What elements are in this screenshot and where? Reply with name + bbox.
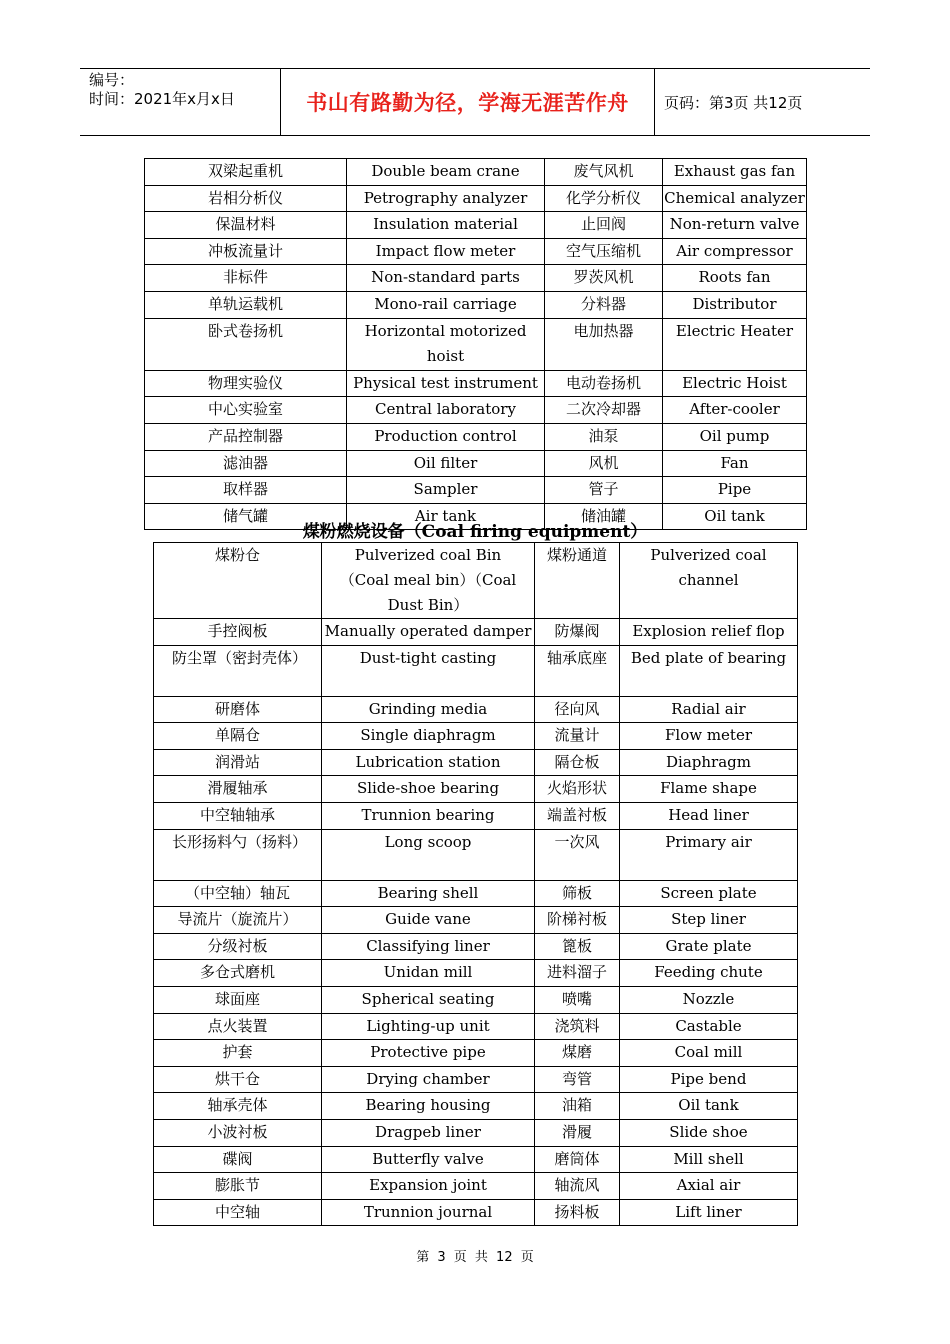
table-row xyxy=(154,1119,798,1146)
english-term-cell: Sampler xyxy=(347,477,545,504)
english-term-cell: Nozzle xyxy=(620,986,798,1013)
chinese-term-cell: 双梁起重机 xyxy=(145,159,347,186)
english-term-cell: Impact flow meter xyxy=(347,238,545,265)
english-term-cell: Butterfly valve xyxy=(322,1146,535,1173)
chinese-term-cell: 筛板 xyxy=(535,880,620,907)
chinese-term-cell: 膨胀节 xyxy=(154,1173,322,1200)
chinese-term-cell: 一次风 xyxy=(535,829,620,880)
table-row xyxy=(154,543,798,619)
english-term-cell: Grinding media xyxy=(322,696,535,723)
table-row xyxy=(154,619,798,646)
english-term-cell: Long scoop xyxy=(322,829,535,880)
table-row xyxy=(145,423,807,450)
english-term-cell: Expansion joint xyxy=(322,1173,535,1200)
english-term-cell: Pipe xyxy=(663,477,807,504)
english-term-cell: Electric Heater xyxy=(663,318,807,370)
chinese-term-cell: 烘干仓 xyxy=(154,1066,322,1093)
chinese-term-cell: 流量计 xyxy=(535,723,620,750)
english-term-cell: Petrography analyzer xyxy=(347,185,545,212)
table-row xyxy=(154,933,798,960)
chinese-term-cell: 储油罐 xyxy=(545,503,663,530)
chinese-term-cell: 滤油器 xyxy=(145,450,347,477)
english-term-cell: Trunnion journal xyxy=(322,1199,535,1226)
english-term-cell: Classifying liner xyxy=(322,933,535,960)
header-page-label: 页码：第3页 共12页 xyxy=(664,93,803,112)
chinese-term-cell: 电加热器 xyxy=(545,318,663,370)
chinese-term-cell: 分级衬板 xyxy=(154,933,322,960)
chinese-term-cell: 中空轴轴承 xyxy=(154,802,322,829)
chinese-term-cell: 分料器 xyxy=(545,291,663,318)
page-footer: 第 3 页 共 12 页 xyxy=(416,1250,534,1265)
chinese-term-cell: 碟阀 xyxy=(154,1146,322,1173)
english-term-cell: Pulverized coal Bin（Coal meal bin）（Coal Dust Bin） xyxy=(322,543,535,619)
english-term-cell: Electric Hoist xyxy=(663,370,807,397)
table-row xyxy=(154,1146,798,1173)
english-term-cell: Air compressor xyxy=(663,238,807,265)
english-term-cell: Trunnion bearing xyxy=(322,802,535,829)
english-term-cell: Oil tank xyxy=(620,1093,798,1120)
header-meta xyxy=(80,69,281,135)
chinese-term-cell: 废气风机 xyxy=(545,159,663,186)
coal-firing-table-body xyxy=(154,543,798,1226)
time-label: 时间：2021年x月x日 xyxy=(89,90,235,108)
english-term-cell: Roots fan xyxy=(663,265,807,292)
english-term-cell: Slide shoe xyxy=(620,1119,798,1146)
table-row xyxy=(145,291,807,318)
table-row xyxy=(145,238,807,265)
english-term-cell: Unidan mill xyxy=(322,960,535,987)
english-term-cell: Axial air xyxy=(620,1173,798,1200)
table-row xyxy=(145,397,807,424)
chinese-term-cell: 非标件 xyxy=(145,265,347,292)
english-term-cell: Single diaphragm xyxy=(322,723,535,750)
english-term-cell: Horizontal motorized hoist xyxy=(347,318,545,370)
chinese-term-cell: 止回阀 xyxy=(545,212,663,239)
english-term-cell: Radial air xyxy=(620,696,798,723)
chinese-term-cell: 磨筒体 xyxy=(535,1146,620,1173)
table-row xyxy=(154,696,798,723)
english-term-cell: Castable xyxy=(620,1013,798,1040)
table-row xyxy=(154,749,798,776)
table-row xyxy=(154,960,798,987)
chinese-term-cell: 滑履轴承 xyxy=(154,776,322,803)
chinese-term-cell: 阶梯衬板 xyxy=(535,907,620,934)
table-row xyxy=(154,802,798,829)
chinese-term-cell: 径向风 xyxy=(535,696,620,723)
chinese-term-cell: 轴流风 xyxy=(535,1173,620,1200)
chinese-term-cell: 防尘罩（密封壳体） xyxy=(154,645,322,696)
chinese-term-cell: 端盖衬板 xyxy=(535,802,620,829)
table-row xyxy=(145,477,807,504)
chinese-term-cell: 油泵 xyxy=(545,423,663,450)
chinese-term-cell: （中空轴）轴瓦 xyxy=(154,880,322,907)
english-term-cell: Oil filter xyxy=(347,450,545,477)
english-term-cell: Screen plate xyxy=(620,880,798,907)
table-row xyxy=(154,1066,798,1093)
chinese-term-cell: 风机 xyxy=(545,450,663,477)
chinese-term-cell: 电动卷扬机 xyxy=(545,370,663,397)
english-term-cell: Lubrication station xyxy=(322,749,535,776)
table-row xyxy=(154,776,798,803)
chinese-term-cell: 卧式卷扬机 xyxy=(145,318,347,370)
english-term-cell: Diaphragm xyxy=(620,749,798,776)
table-row xyxy=(145,370,807,397)
chinese-term-cell: 轴承壳体 xyxy=(154,1093,322,1120)
chinese-term-cell: 长形扬料勺（扬料） xyxy=(154,829,322,880)
english-term-cell: Oil tank xyxy=(663,503,807,530)
english-term-cell: Dragpeb liner xyxy=(322,1119,535,1146)
table-row xyxy=(154,1093,798,1120)
english-term-cell: Production control xyxy=(347,423,545,450)
table-row xyxy=(145,159,807,186)
chinese-term-cell: 单轨运载机 xyxy=(145,291,347,318)
chinese-term-cell: 管子 xyxy=(545,477,663,504)
english-term-cell: Primary air xyxy=(620,829,798,880)
chinese-term-cell: 取样器 xyxy=(145,477,347,504)
chinese-term-cell: 轴承底座 xyxy=(535,645,620,696)
table-row xyxy=(154,723,798,750)
chinese-term-cell: 火焰形状 xyxy=(535,776,620,803)
table-row xyxy=(145,212,807,239)
chinese-term-cell: 球面座 xyxy=(154,986,322,1013)
english-term-cell: Slide-shoe bearing xyxy=(322,776,535,803)
table-row xyxy=(154,880,798,907)
english-term-cell: Lighting-up unit xyxy=(322,1013,535,1040)
chinese-term-cell: 岩相分析仪 xyxy=(145,185,347,212)
english-term-cell: Non-standard parts xyxy=(347,265,545,292)
english-term-cell: Flame shape xyxy=(620,776,798,803)
table-row xyxy=(154,1040,798,1067)
english-term-cell: Non-return valve xyxy=(663,212,807,239)
english-term-cell: Pipe bend xyxy=(620,1066,798,1093)
english-term-cell: Pulverized coal channel xyxy=(620,543,798,619)
chinese-term-cell: 研磨体 xyxy=(154,696,322,723)
chinese-term-cell: 进料溜子 xyxy=(535,960,620,987)
english-term-cell: Bearing housing xyxy=(322,1093,535,1120)
english-term-cell: Spherical seating xyxy=(322,986,535,1013)
table-row xyxy=(145,265,807,292)
chinese-term-cell: 冲板流量计 xyxy=(145,238,347,265)
english-term-cell: Double beam crane xyxy=(347,159,545,186)
chinese-term-cell: 储气罐 xyxy=(145,503,347,530)
chinese-term-cell: 防爆阀 xyxy=(535,619,620,646)
english-term-cell: Coal mill xyxy=(620,1040,798,1067)
table-row xyxy=(145,185,807,212)
chinese-term-cell: 产品控制器 xyxy=(145,423,347,450)
english-term-cell: Central laboratory xyxy=(347,397,545,424)
chinese-term-cell: 中心实验室 xyxy=(145,397,347,424)
code-label: 编号： xyxy=(89,71,135,89)
english-term-cell: Mono-rail carriage xyxy=(347,291,545,318)
chinese-term-cell: 篦板 xyxy=(535,933,620,960)
header-motto: 书山有路勤为径，学海无涯苦作舟 xyxy=(281,69,655,135)
chinese-term-cell: 煤粉仓 xyxy=(154,543,322,619)
chinese-term-cell: 小波衬板 xyxy=(154,1119,322,1146)
chinese-term-cell: 保温材料 xyxy=(145,212,347,239)
english-term-cell: Air tank xyxy=(347,503,545,530)
chinese-term-cell: 空气压缩机 xyxy=(545,238,663,265)
english-term-cell: Fan xyxy=(663,450,807,477)
english-term-cell: Flow meter xyxy=(620,723,798,750)
chinese-term-cell: 油箱 xyxy=(535,1093,620,1120)
equipment-table-1 xyxy=(144,158,807,530)
page-header xyxy=(80,68,870,136)
chinese-term-cell: 隔仓板 xyxy=(535,749,620,776)
table-row xyxy=(154,907,798,934)
english-term-cell: Protective pipe xyxy=(322,1040,535,1067)
english-term-cell: Oil pump xyxy=(663,423,807,450)
english-term-cell: Dust-tight casting xyxy=(322,645,535,696)
chinese-term-cell: 浇筑料 xyxy=(535,1013,620,1040)
chinese-term-cell: 导流片（旋流片） xyxy=(154,907,322,934)
table-row xyxy=(154,829,798,880)
coal-firing-table xyxy=(153,542,798,1226)
english-term-cell: Feeding chute xyxy=(620,960,798,987)
chinese-term-cell: 润滑站 xyxy=(154,749,322,776)
chinese-term-cell: 多仓式磨机 xyxy=(154,960,322,987)
section-title: 煤粉燃烧设备（Coal firing equipment） xyxy=(302,522,648,542)
english-term-cell: Insulation material xyxy=(347,212,545,239)
chinese-term-cell: 护套 xyxy=(154,1040,322,1067)
table-row xyxy=(154,1173,798,1200)
english-term-cell: Physical test instrument xyxy=(347,370,545,397)
chinese-term-cell: 滑履 xyxy=(535,1119,620,1146)
english-term-cell: Exhaust gas fan xyxy=(663,159,807,186)
english-term-cell: Bed plate of bearing xyxy=(620,645,798,696)
table-row xyxy=(154,1199,798,1226)
chinese-term-cell: 扬料板 xyxy=(535,1199,620,1226)
chinese-term-cell: 单隔仓 xyxy=(154,723,322,750)
english-term-cell: Mill shell xyxy=(620,1146,798,1173)
english-term-cell: After-cooler xyxy=(663,397,807,424)
english-term-cell: Bearing shell xyxy=(322,880,535,907)
english-term-cell: Head liner xyxy=(620,802,798,829)
english-term-cell: Drying chamber xyxy=(322,1066,535,1093)
table-row xyxy=(154,986,798,1013)
chinese-term-cell: 点火装置 xyxy=(154,1013,322,1040)
equipment-table-1-body xyxy=(145,159,807,530)
english-term-cell: Manually operated damper xyxy=(322,619,535,646)
chinese-term-cell: 化学分析仪 xyxy=(545,185,663,212)
table-row xyxy=(154,645,798,696)
chinese-term-cell: 喷嘴 xyxy=(535,986,620,1013)
chinese-term-cell: 中空轴 xyxy=(154,1199,322,1226)
table-row xyxy=(145,450,807,477)
chinese-term-cell: 二次冷却器 xyxy=(545,397,663,424)
english-term-cell: Distributor xyxy=(663,291,807,318)
chinese-term-cell: 物理实验仪 xyxy=(145,370,347,397)
chinese-term-cell: 手控阀板 xyxy=(154,619,322,646)
english-term-cell: Explosion relief flop xyxy=(620,619,798,646)
english-term-cell: Chemical analyzer xyxy=(663,185,807,212)
english-term-cell: Lift liner xyxy=(620,1199,798,1226)
chinese-term-cell: 弯管 xyxy=(535,1066,620,1093)
chinese-term-cell: 罗茨风机 xyxy=(545,265,663,292)
table-row xyxy=(154,1013,798,1040)
english-term-cell: Step liner xyxy=(620,907,798,934)
table-row xyxy=(145,318,807,370)
chinese-term-cell: 煤磨 xyxy=(535,1040,620,1067)
chinese-term-cell: 煤粉通道 xyxy=(535,543,620,619)
english-term-cell: Grate plate xyxy=(620,933,798,960)
english-term-cell: Guide vane xyxy=(322,907,535,934)
